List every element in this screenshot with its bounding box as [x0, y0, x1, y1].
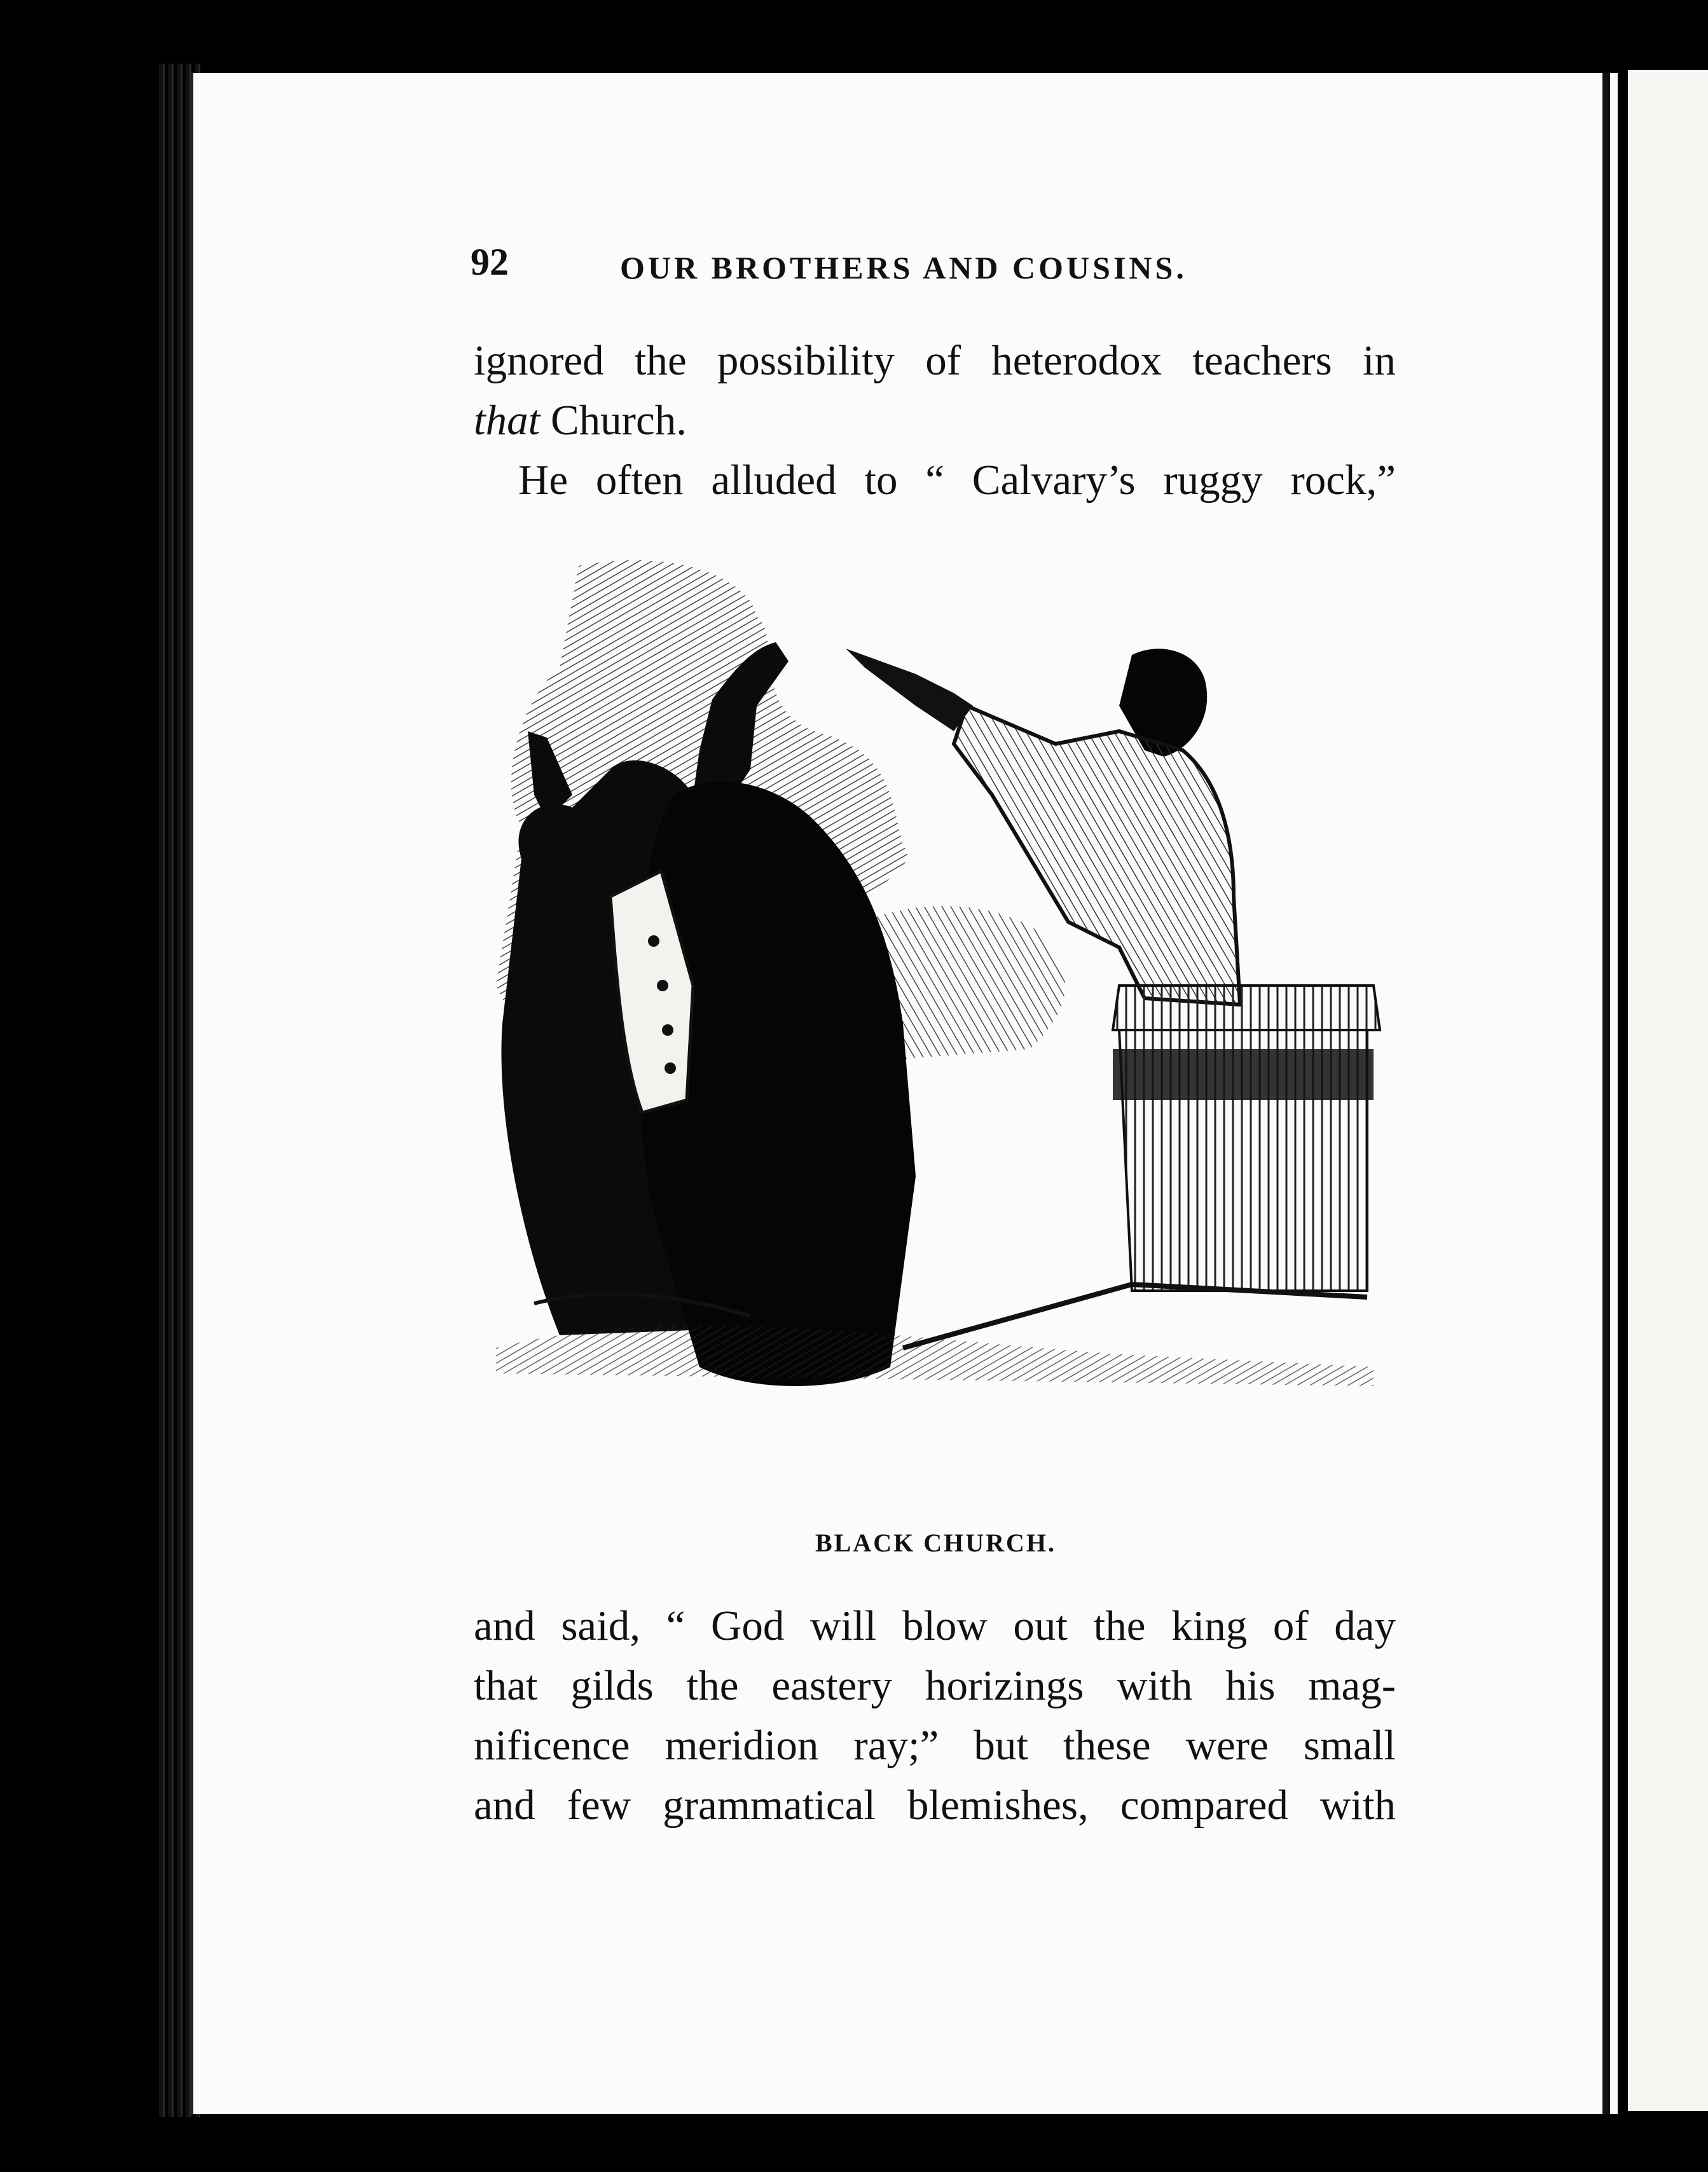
body-text-bottom [474, 1596, 1396, 1835]
body-text-top [474, 331, 1396, 510]
pew-lines [496, 1325, 1374, 1386]
page-number: 92 [471, 241, 509, 283]
preacher-arm [846, 649, 973, 731]
text-line: ignored the possibility of heterodox teachers in [474, 337, 1396, 384]
text-line [474, 390, 1396, 450]
pulpit-fringe [1113, 1049, 1374, 1100]
running-title: OUR BROTHERS AND COUSINS. [620, 250, 1187, 285]
text-fragment: Church. [540, 397, 687, 444]
text-line: He often alluded to “ Calvary’s ruggy rock,” [518, 457, 1396, 504]
page-gutter-edge [1602, 73, 1610, 2114]
black-church-engraving [483, 540, 1386, 1501]
pulpit-top [1113, 986, 1380, 1030]
illustration-caption: BLACK CHURCH. [815, 1529, 1057, 1557]
adjacent-page-edge [1628, 70, 1708, 2111]
text-line: that gilds the eastery horizings with his mag- [474, 1662, 1396, 1709]
text-line: nificence meridion ray;” but these were small [474, 1722, 1396, 1769]
text-line: and said, “ God will blow out the king of day [474, 1602, 1396, 1649]
text-line: and few grammatical blemishes, compared with [474, 1782, 1396, 1829]
italic-word: that [474, 397, 541, 444]
